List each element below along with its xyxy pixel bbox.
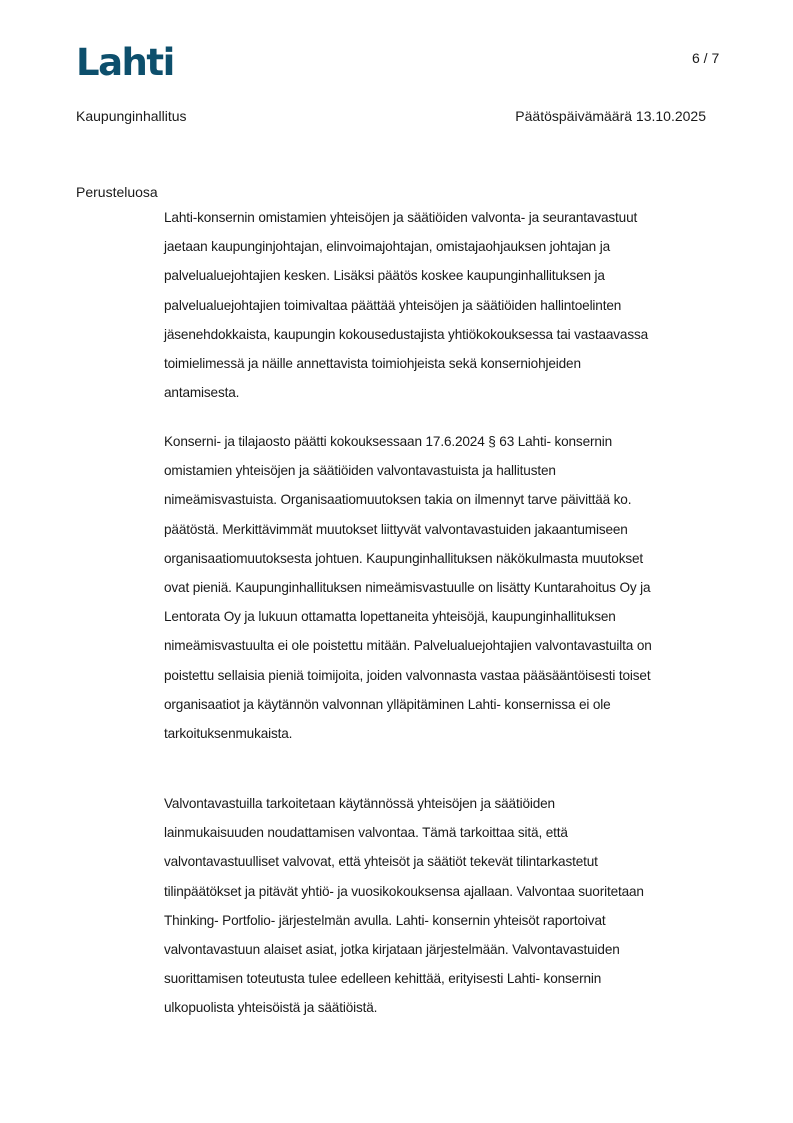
paragraph-2 — [164, 427, 724, 748]
text-line: lainmukaisuuden noudattamisen valvontaa. Tämä tarkoittaa sitä, että — [164, 825, 568, 841]
text-line: organisaatiot ja käytännön valvonnan ylläpitäminen Lahti- konsernissa ei ole — [164, 696, 611, 712]
text-line: tilinpäätökset ja pitävät yhtiö- ja vuosikokouksensa ajallaan. Valvontaa suoritetaan — [164, 883, 644, 899]
text-line: valvontavastuulliset valvovat, että yhteisöt ja säätiöt tekevät tilintarkastetut — [164, 854, 598, 870]
text-line: ulkopuolista yhteisöistä ja säätiöistä. — [164, 1000, 378, 1016]
text-line: organisaatiomuutoksesta johtuen. Kaupunginhallituksen näkökulmasta muutokset — [164, 550, 644, 566]
text-line: Konserni- ja tilajaosto päätti kokouksessaan 17.6.2024 § 63 Lahti- konsernin — [164, 434, 613, 449]
paragraph-1 — [164, 203, 724, 407]
text-line: Thinking- Portfolio- järjestelmän avulla. Lahti- konsernin yhteisöt raportoivat — [164, 912, 606, 928]
department-name: Kaupunginhallitus — [76, 108, 187, 124]
section-heading: Perusteluosa — [76, 184, 158, 200]
text-line: palvelualuejohtajien kesken. Lisäksi päätös koskee kaupunginhallituksen ja — [164, 268, 605, 284]
text-line: poistettu sellaisia pieniä toimijoita, joiden valvonnasta vastaa pääsääntöisesti toiset — [164, 667, 651, 683]
text-line: nimeämisvastuista. Organisaatiomuutoksen takia on ilmennyt tarve päivittää ko. — [164, 492, 632, 508]
text-line: nimeämisvastuulta ei ole poistettu mitään. Palvelualuejohtajien valvontavastuilta on — [164, 638, 652, 654]
text-line: valvontavastuun alaiset asiat, jotka kirjataan järjestelmään. Valvontavastuiden — [164, 942, 620, 958]
text-line: Valvontavastuilla tarkoitetaan käytännössä yhteisöjen ja säätiöiden — [164, 796, 555, 811]
text-line: toimielimessä ja näille annettavista toimiohjeista sekä konserniohjeiden — [164, 356, 581, 372]
text-line: ovat pieniä. Kaupunginhallituksen nimeämisvastuulle on lisätty Kuntarahoitus Oy ja — [164, 580, 651, 596]
lahti-logo: Lahti — [76, 41, 174, 84]
text-line: palvelualuejohtajien toimivaltaa päättää yhteisöjen ja säätiöiden hallintoelinten — [164, 297, 622, 313]
page-number: 6 / 7 — [692, 50, 720, 66]
decision-date: Päätöspäivämäärä 13.10.2025 — [515, 108, 706, 124]
paragraph-3 — [164, 789, 724, 1023]
text-line: Lentorata Oy ja lukuun ottamatta lopettaneita yhteisöjä, kaupunginhallituksen — [164, 609, 616, 625]
text-line: Lahti-konsernin omistamien yhteisöjen ja säätiöiden valvonta- ja seurantavastuut — [164, 210, 638, 225]
text-line: jaetaan kaupunginjohtajan, elinvoimajohtajan, omistajaohjauksen johtajan ja — [164, 239, 610, 255]
text-line: antamisesta. — [164, 385, 240, 401]
text-line: jäsenehdokkaista, kaupungin kokousedustajista yhtiökokouksessa tai vastaavassa — [164, 326, 649, 342]
text-line: omistamien yhteisöjen ja säätiöiden valvontavastuista ja hallitusten — [164, 463, 556, 479]
text-line: tarkoituksenmukaista. — [164, 726, 293, 742]
text-line: päätöstä. Merkittävimmät muutokset liittyvät valvontavastuiden jakaantumiseen — [164, 521, 628, 537]
text-line: suorittamisen toteutusta tulee edelleen kehittää, erityisesti Lahti- konsernin — [164, 971, 602, 987]
